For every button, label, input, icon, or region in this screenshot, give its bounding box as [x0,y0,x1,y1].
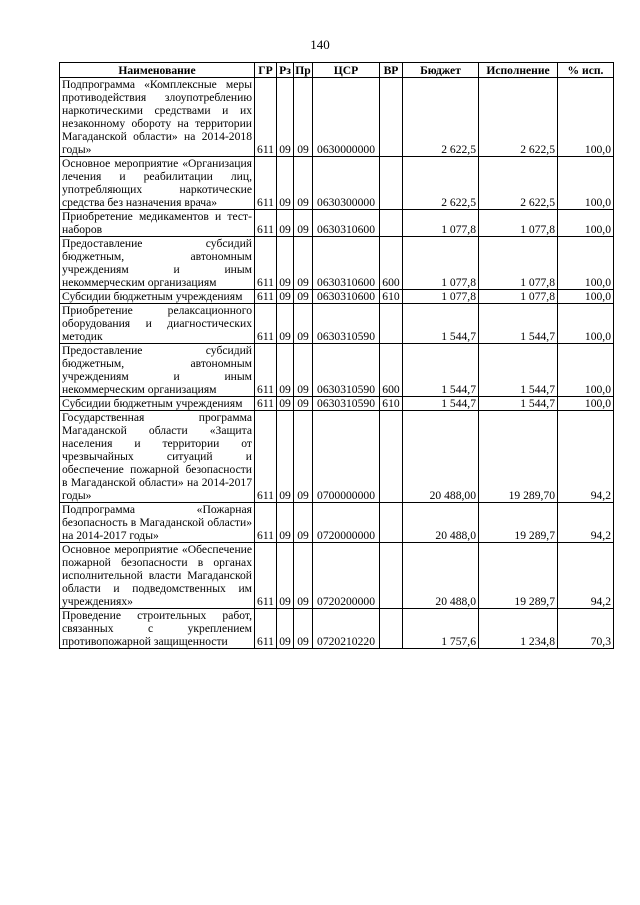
row-execution: 1 544,7 [479,397,558,411]
row-pr: 09 [294,304,313,344]
row-percent: 94,2 [558,543,614,609]
row-vr [380,210,403,237]
row-vr [380,78,403,157]
row-name: Подпрограмма «Пожарная безопасность в Магаданской области» на 2014-2017 годы» [60,503,255,543]
row-name: Подпрограмма «Комплексные меры противодействия злоупотреблению наркотическими средствами и их незаконному обороту на территории Магаданской области» на 2014-2018 годы» [60,78,255,157]
row-rz: 09 [277,210,294,237]
row-execution: 1 077,8 [479,290,558,304]
header-gr: ГР [255,63,277,78]
row-pr: 09 [294,503,313,543]
row-execution: 2 622,5 [479,157,558,210]
row-vr: 600 [380,344,403,397]
page-number: 140 [310,37,330,52]
row-budget: 2 622,5 [403,78,479,157]
row-percent: 100,0 [558,397,614,411]
row-gr: 611 [255,411,277,503]
row-csr: 0720200000 [313,543,380,609]
header-pr: Пр [295,63,311,77]
header-rz: Рз [277,63,294,78]
table-row [60,609,614,649]
row-percent: 100,0 [558,210,614,237]
table-row [60,397,614,411]
table-row [60,411,614,503]
row-execution: 19 289,70 [479,411,558,503]
row-execution: 2 622,5 [479,78,558,157]
row-gr: 611 [255,543,277,609]
row-rz: 09 [277,78,294,157]
row-rz: 09 [277,543,294,609]
row-pr: 09 [294,397,313,411]
row-vr [380,503,403,543]
header-name: Наименование [60,63,255,78]
row-vr: 610 [380,290,403,304]
row-rz: 09 [277,344,294,397]
row-budget: 20 488,0 [403,543,479,609]
row-budget: 20 488,0 [403,503,479,543]
row-name: Основное мероприятие «Организация лечения и реабилитации лиц, употребляющих наркотические средства без назначения врача» [60,157,255,210]
row-budget: 1 077,8 [403,210,479,237]
row-budget: 1 077,8 [403,290,479,304]
row-percent: 100,0 [558,237,614,290]
row-rz: 09 [277,503,294,543]
row-rz: 09 [277,290,294,304]
row-rz: 09 [277,397,294,411]
row-csr: 0630310600 [313,290,380,304]
row-gr: 611 [255,78,277,157]
row-rz: 09 [277,237,294,290]
row-pr: 09 [294,210,313,237]
row-name: Субсидии бюджетным учреждениям [60,397,255,411]
row-csr: 0630310590 [313,304,380,344]
row-rz: 09 [277,411,294,503]
row-pr: 09 [294,290,313,304]
budget-table [59,62,614,649]
row-vr: 610 [380,397,403,411]
row-pr: 09 [294,411,313,503]
row-pr: 09 [294,157,313,210]
row-rz: 09 [277,609,294,649]
row-pr: 09 [294,543,313,609]
row-vr [380,157,403,210]
row-percent: 100,0 [558,290,614,304]
table-row [60,503,614,543]
table-row [60,543,614,609]
row-rz: 09 [277,304,294,344]
row-pr: 09 [294,78,313,157]
row-execution: 1 544,7 [479,344,558,397]
table-row [60,344,614,397]
row-budget: 1 757,6 [403,609,479,649]
row-vr [380,411,403,503]
row-pr: 09 [294,609,313,649]
row-budget: 1 544,7 [403,397,479,411]
row-execution: 1 234,8 [479,609,558,649]
row-name: Приобретение медикаментов и тест-наборов [60,210,255,237]
table-row [60,304,614,344]
row-budget: 1 544,7 [403,304,479,344]
table-row [60,237,614,290]
row-gr: 611 [255,609,277,649]
row-gr: 611 [255,344,277,397]
row-vr [380,304,403,344]
row-rz: 09 [277,157,294,210]
row-percent: 100,0 [558,157,614,210]
row-pr: 09 [294,344,313,397]
row-name: Предоставление субсидий бюджетным, автономным учреждениям и иным некоммерческим организациям [60,344,255,397]
row-gr: 611 [255,210,277,237]
table-row [60,157,614,210]
row-gr: 611 [255,157,277,210]
row-csr: 0630310590 [313,397,380,411]
row-gr: 611 [255,503,277,543]
row-csr: 0630000000 [313,78,380,157]
row-vr: 600 [380,237,403,290]
row-percent: 100,0 [558,344,614,397]
header-vr: ВР [380,63,403,78]
header-execution: Исполнение [479,63,558,78]
row-percent: 100,0 [558,304,614,344]
row-gr: 611 [255,304,277,344]
row-csr: 0630310600 [313,210,380,237]
row-gr: 611 [255,397,277,411]
header-percent: % исп. [558,63,614,78]
table-row [60,210,614,237]
row-name: Субсидии бюджетным учреждениям [60,290,255,304]
row-csr: 0720210220 [313,609,380,649]
row-csr: 0630310600 [313,237,380,290]
row-percent: 100,0 [558,78,614,157]
row-execution: 1 077,8 [479,237,558,290]
header-csr: ЦСР [313,63,380,78]
header-budget: Бюджет [403,63,479,78]
row-percent: 94,2 [558,503,614,543]
row-pr: 09 [294,237,313,290]
row-budget: 20 488,00 [403,411,479,503]
row-name: Предоставление субсидий бюджетным, автономным учреждениям и иным некоммерческим организациям [60,237,255,290]
row-name: Проведение строительных работ, связанных с укреплением противопожарной защищенности [60,609,255,649]
row-budget: 2 622,5 [403,157,479,210]
row-execution: 1 077,8 [479,210,558,237]
row-csr: 0630300000 [313,157,380,210]
row-budget: 1 077,8 [403,237,479,290]
row-percent: 94,2 [558,411,614,503]
table-row [60,78,614,157]
table-header [60,63,614,78]
row-name: Приобретение релаксационного оборудования и диагностических методик [60,304,255,344]
row-budget: 1 544,7 [403,344,479,397]
row-percent: 70,3 [558,609,614,649]
row-gr: 611 [255,237,277,290]
row-execution: 19 289,7 [479,543,558,609]
row-execution: 1 544,7 [479,304,558,344]
row-vr [380,543,403,609]
table-body [60,78,614,649]
row-csr: 0700000000 [313,411,380,503]
row-vr [380,609,403,649]
row-execution: 19 289,7 [479,503,558,543]
row-gr: 611 [255,290,277,304]
row-name: Основное мероприятие «Обеспечение пожарной безопасности в органах исполнительной власти Магаданской области и подведомственных им учреждениях» [60,543,255,609]
row-name: Государственная программа Магаданской области «Защита населения и территории от чрезвычайных ситуаций и обеспечение пожарной безопасности в Магаданской области» на 2014-2017 годы» [60,411,255,503]
row-csr: 0720000000 [313,503,380,543]
row-csr: 0630310590 [313,344,380,397]
table-row [60,290,614,304]
